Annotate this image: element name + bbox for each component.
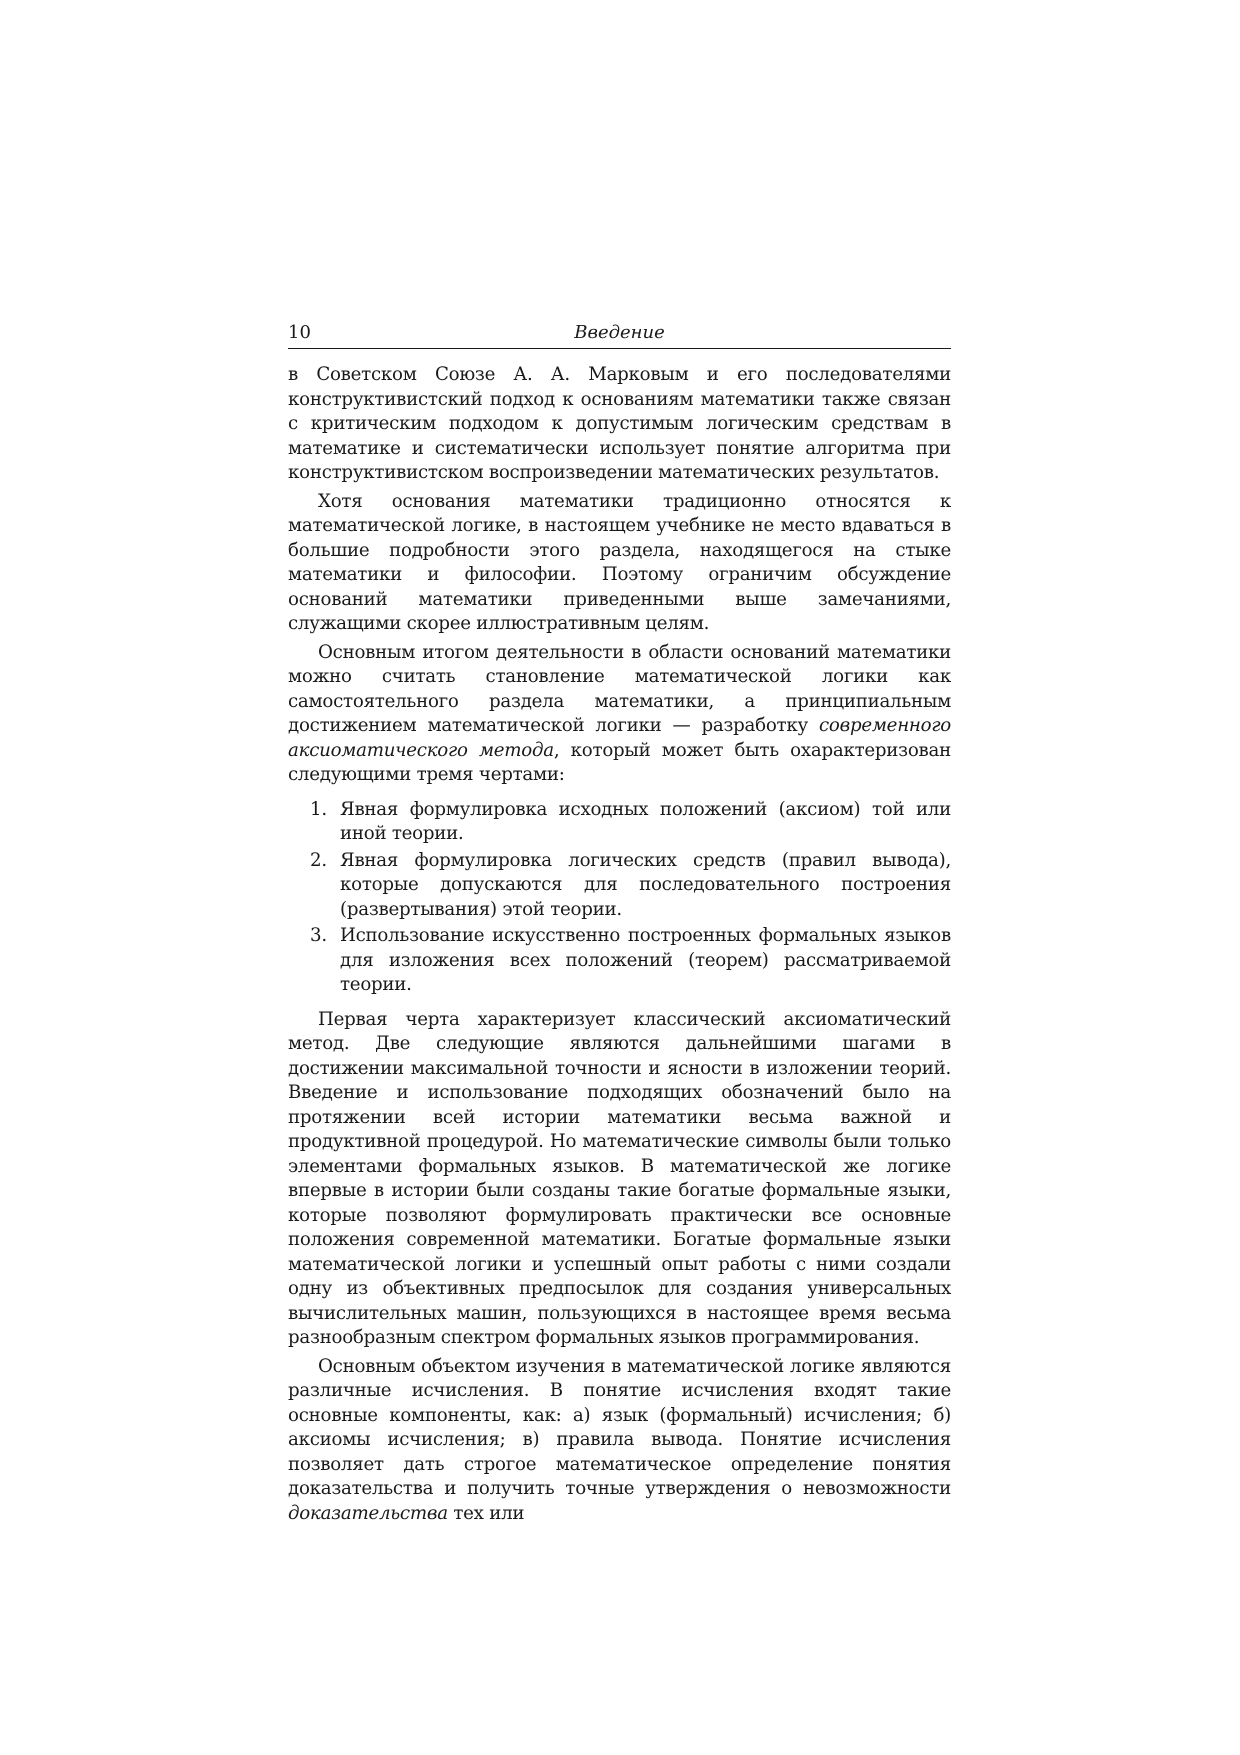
paragraph-5-emphasis: доказательства — [288, 1502, 448, 1524]
list-item — [288, 849, 951, 923]
paragraph-4: Первая черта характеризует классический аксиоматический метод. Две следующие являются дальнейшими шагами в достижении максимальной точности и ясности в изложении теорий. Введение и использование подходящих обозначений было на протяжении всей истории математики весьма важной и продуктивной процедурой. Но математические символы были только элементами формальных языков. В математической же логике впервые в истории были созданы такие богатые формальные языки, которые позволяют формулировать практически все основные положения современной математики. Богатые формальные языки математической логики и успешный опыт работы с ними создали одну из объективных предпосылок для создания универсальных вычислительных машин, пользующихся в настоящее время весьма разнообразным спектром формальных языков программирования. — [288, 1008, 951, 1348]
paragraph-3 — [288, 641, 951, 788]
page-header — [288, 318, 951, 349]
list-item-number: 3. — [310, 925, 327, 946]
paragraph-5-text-end: тех или — [447, 1502, 525, 1524]
list-item-text: Явная формулировка логических средств (правил вывода), которые допускаются для последовательного построения (развертывания) этой теории. — [340, 849, 951, 920]
list-item-number: 1. — [310, 798, 327, 820]
list-item-text: Использование искусственно построенных формальных языков для изложения всех положений (теорем) рассматриваемой теории. — [340, 925, 951, 995]
list-item — [288, 924, 951, 998]
paragraph-5-text-start: Основным объектом изучения в математической логике являются различные исчисления. В понятие исчисления входят такие основные компоненты, как: а) язык (формальный) исчисления; б) аксиомы исчисления; в) правила вывода. Понятие исчисления позволяет дать строгое математическое определение понятия доказательства и получить точные утверждения о невозможности — [288, 1355, 951, 1499]
book-page — [288, 318, 951, 1526]
paragraph-2: Хотя основания математики традиционно относятся к математической логике, в настоящем учебнике не место вдаваться в большие подробности этого раздела, находящегося на стыке математики и философии. Поэтому ограничим обсуждение оснований математики приведенными выше замечаниями, служащими скорее иллюстративным целям. — [288, 490, 951, 634]
paragraph-3-text-end: , который может быть охарактеризован следующими тремя чертами: — [288, 739, 951, 785]
list-item — [288, 798, 951, 847]
paragraph-3-emphasis: современного аксиоматического метода — [288, 715, 951, 761]
list-item-number: 2. — [310, 849, 327, 871]
paragraph-5 — [288, 1355, 951, 1527]
paragraph-3-text-start: Основным итогом деятельности в области оснований математики можно считать становление математической логики как самостоятельного раздела математики, а принципиальным достижением математической логики — разработку — [288, 641, 951, 736]
features-list — [288, 798, 951, 998]
running-title: Введение — [574, 322, 665, 343]
body-text — [288, 363, 951, 1526]
page-number: 10 — [288, 322, 311, 343]
list-item-text: Явная формулировка исходных положений (аксиом) той или иной теории. — [340, 798, 951, 844]
paragraph-1: в Советском Союзе А. А. Марковым и его последователями конструктивистский подход к основаниям математики также связан с критическим подходом к допустимым логическим средствам в математике и систематически использует понятие алгоритма при конструктивистском воспроизведении математических результатов. — [288, 364, 951, 483]
